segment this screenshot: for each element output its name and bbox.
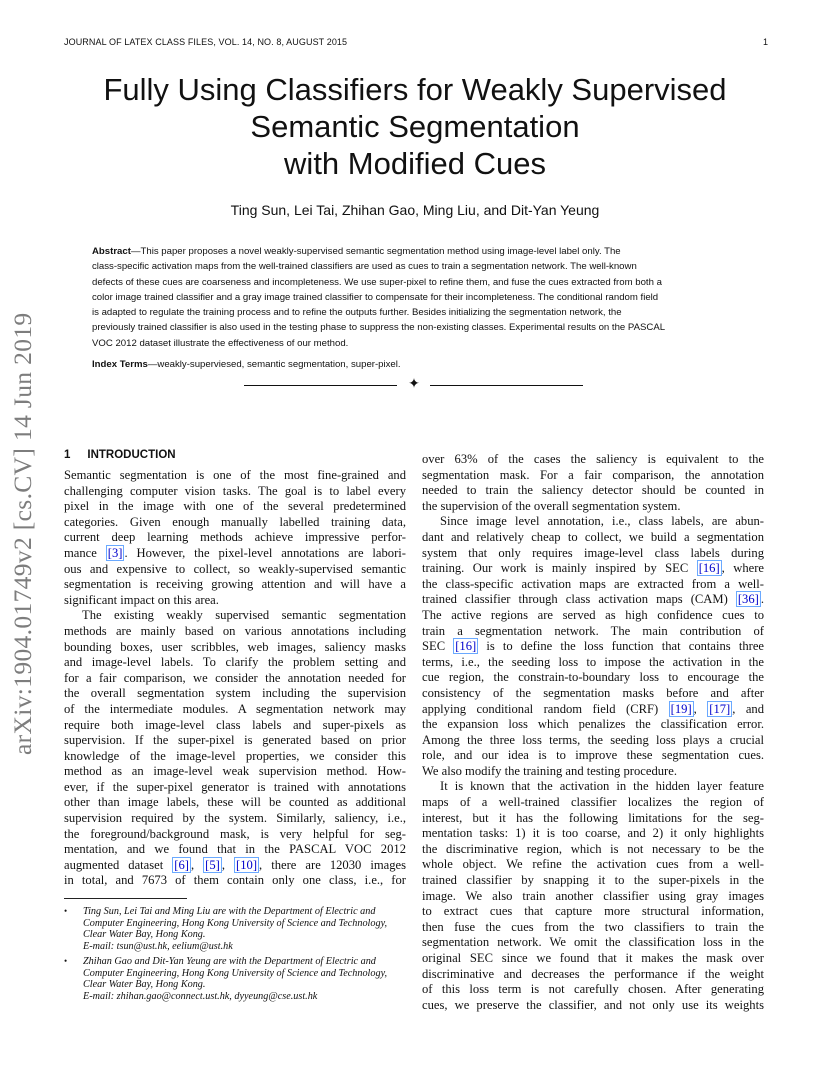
bullet-icon: • [64, 906, 68, 916]
text-fragment: Among the three loss terms, the seeding loss plays a crucial [422, 732, 764, 747]
text-fragment: ever, if the super-pixel generator is trained with annotations [64, 779, 406, 794]
title-line: with Modified Cues [284, 146, 546, 181]
footnote-line: Computer Engineering, Hong Kong University of Science and Technology, [83, 967, 388, 979]
text-line [64, 764, 406, 780]
text-line [64, 593, 406, 609]
text-line [422, 514, 764, 530]
text-line [422, 577, 764, 593]
citation-link[interactable]: [17] [709, 701, 731, 716]
text-fragment: image. We also train another classifier using gray images [422, 888, 764, 903]
text-fragment: , there are 12030 images [259, 857, 407, 872]
text-line [422, 499, 764, 515]
text-fragment: the foreground/background mask, is very helpful for seg- [64, 826, 406, 841]
text-fragment: augmented dataset [64, 857, 173, 872]
text-fragment: original SEC since we found that it makes the mask over [422, 951, 764, 965]
text-fragment: current deep learning methods achieve impressive perfor- [64, 530, 406, 545]
abstract-line: previously trained classifier is also used in the testing phase to suppress the non-existing classes. Experimental results on the PASCAL [92, 322, 666, 334]
text-line [422, 951, 764, 967]
text-fragment: segmentation network. We omit the classification loss in the [422, 935, 764, 950]
text-line [422, 920, 764, 936]
text-line [64, 499, 406, 515]
text-fragment: maps of a well-trained classifier localizes the region of [422, 795, 764, 810]
text-fragment: . [760, 592, 764, 607]
text-fragment: Semantic segmentation is one of the most fine-grained and [64, 468, 406, 482]
citation-link[interactable]: [6] [174, 857, 189, 872]
text-line [64, 686, 406, 702]
text-fragment: significant impact on this area. [64, 592, 219, 607]
abstract [92, 244, 752, 351]
text-fragment: over 63% of the cases the saliency is equivalent to the [422, 452, 764, 466]
text-fragment: needed to train the saliency detector should be counted in [422, 483, 764, 498]
text-line [64, 608, 406, 624]
text-fragment: Since image level annotation, i.e., class labels, are abun- [440, 514, 764, 529]
text-line [64, 624, 406, 640]
author-list: Ting Sun, Lei Tai, Zhihan Gao, Ming Liu, and Dit-Yan Yeung [230, 202, 600, 218]
text-line [64, 562, 406, 578]
index-terms-label: Index Terms [92, 359, 148, 370]
text-fragment: of this loss term is not carefully chosen. After generating [422, 982, 764, 997]
text-fragment: , [221, 857, 235, 872]
text-fragment: interest, but it has the following limitations for the seg- [422, 810, 764, 825]
text-line [422, 826, 764, 842]
footnote-line: Clear Water Bay, Hong Kong. [83, 929, 206, 941]
text-fragment: It is known that the activation in the hidden layer feature [440, 779, 764, 794]
text-line [422, 624, 764, 640]
text-fragment: dant and relatively cheap to collect, we build a segmentation [422, 529, 764, 544]
text-line [64, 780, 406, 796]
text-fragment: to extract cues that capture more structural information, [422, 904, 764, 919]
text-fragment: We also modify the training and testing procedure. [422, 763, 677, 778]
text-line [422, 748, 764, 764]
abstract-line: is adapted to regulate the training process and to refine the outputs further. Besides initializing the segmentation network, the [92, 307, 622, 319]
section-title: INTRODUCTION [87, 449, 176, 461]
arxiv-identifier-stamp[interactable]: arXiv:1904.01749v2 [cs.CV] 14 Jun 2019 [8, 312, 37, 755]
separator-rule-right [430, 385, 583, 386]
text-fragment: of the intermediate modules. A segmentation network may [64, 701, 406, 716]
text-line [422, 733, 764, 749]
text-fragment: the expansion loss which penalizes the classification error. [422, 717, 764, 732]
text-fragment: cues, we preserve the classifier, and not only use its weights [422, 997, 764, 1012]
text-line [64, 811, 406, 827]
title-line: Fully Using Classifiers for Weakly Supervised [103, 72, 727, 107]
text-line [64, 671, 406, 687]
text-line [64, 484, 406, 500]
text-fragment: train a segmentation network. The main contribution of [422, 623, 764, 638]
section-number: 1 [64, 449, 71, 461]
text-fragment: categories. Given enough manually labelled training data, [64, 514, 406, 529]
abstract-line: defects of these cues are coarseness and incompleteness. We use super-pixel to refine them, and fuse the cues extracted from both a [92, 276, 662, 288]
abstract-line [92, 244, 752, 259]
body-column-left [64, 468, 406, 889]
text-line [64, 842, 406, 858]
text-fragment: bounding boxes, user scribbles, web images, saliency masks [64, 639, 406, 654]
abstract-text: —This paper proposes a novel weakly-supervised semantic segmentation method using image-level label only. The [130, 246, 621, 257]
text-line [422, 483, 764, 499]
abstract-line: color image trained classifier and a gray image trained classifier to compensate for their incompleteness. The conditional random field [92, 291, 659, 303]
paper-title [40, 71, 790, 182]
text-line [64, 702, 406, 718]
text-line [64, 655, 406, 671]
bullet-icon: • [64, 956, 68, 966]
text-fragment: role, and our idea is to improve these segmentation cues. [422, 748, 764, 763]
text-fragment: challenging computer vision tasks. The goal is to label every [64, 483, 406, 498]
text-line [422, 702, 764, 718]
text-fragment: consistency of the segmentation masks before and after [422, 685, 764, 700]
text-fragment: methods are mainly based on various annotations including [64, 623, 406, 638]
text-line [422, 546, 764, 562]
text-fragment: method as an image-level weak supervision method. How- [64, 764, 406, 779]
text-fragment: supervision required by the system. Similarly, saliency, i.e., [64, 811, 406, 826]
text-line [422, 639, 764, 655]
text-line [64, 749, 406, 765]
text-line [64, 873, 406, 889]
footnote-line: Zhihan Gao and Dit-Yan Yeung are with the Department of Electric and [83, 956, 376, 967]
abstract-label: Abstract [92, 246, 131, 257]
text-line [422, 608, 764, 624]
citation-link[interactable]: [5] [205, 857, 220, 872]
text-fragment: is to define the loss function that contains three [478, 639, 764, 654]
text-line [422, 935, 764, 951]
body-column-right [422, 452, 764, 1013]
text-line [422, 452, 764, 468]
text-fragment: the overall segmentation system including the supervision [64, 686, 406, 701]
text-fragment: segmentation is receiving growing attention and will have a [64, 577, 406, 592]
citation-link[interactable]: [16] [455, 639, 477, 654]
text-line [422, 655, 764, 671]
abstract-line: VOC 2012 dataset illustrate the effectiveness of our method. [92, 337, 349, 349]
text-line [422, 998, 764, 1014]
text-fragment: knowledge of the image-level properties, we consider this [64, 748, 406, 763]
text-fragment: then fuse the cues from the two classifiers to train the [422, 919, 764, 934]
text-line [64, 640, 406, 656]
citation-link[interactable]: [10] [236, 857, 258, 872]
text-fragment: applying conditional random field (CRF) [422, 701, 669, 716]
text-fragment: whole object. We refine the activation cues from a well- [422, 857, 764, 872]
text-fragment: trained classifier by snapping it to the super-pixels in the [422, 873, 764, 888]
separator-diamond-icon: ✦ [408, 377, 420, 392]
footnote-email[interactable]: E-mail: tsun@ust.hk, eelium@ust.hk [83, 941, 233, 953]
text-fragment: the supervision of the overall segmentation system. [422, 498, 681, 513]
text-fragment: for a fair comparison, we consider the annotation needed for [64, 670, 406, 685]
section-heading [64, 449, 176, 461]
citation-link[interactable]: [36] [737, 592, 759, 607]
footnote-rule [64, 898, 187, 899]
text-line [64, 718, 406, 734]
text-line [422, 764, 764, 780]
citation-link[interactable]: [16] [698, 561, 720, 576]
text-line [64, 468, 406, 484]
text-fragment: mentation tasks: 1) it is too coarse, and 2) it only highlights [422, 826, 764, 841]
text-line [64, 577, 406, 593]
text-line [64, 795, 406, 811]
index-terms-text: —weakly-superviesed, semantic segmentation, super-pixel. [147, 359, 401, 370]
text-fragment: mance [64, 545, 106, 560]
text-fragment: ous and expensive to collect, so weakly-supervised semantic [64, 561, 406, 576]
text-line [422, 561, 764, 577]
separator-rule-left [244, 385, 397, 386]
text-line [422, 889, 764, 905]
text-fragment: , and [732, 701, 765, 716]
text-line [422, 982, 764, 998]
text-line [422, 592, 764, 608]
footnote-line: Ting Sun, Lei Tai and Ming Liu are with the Department of Electric and [83, 906, 376, 917]
footnote-affiliation-2 [64, 956, 409, 1003]
text-fragment: The existing weakly supervised semantic segmentation [82, 608, 406, 623]
abstract-line: class-specific activation maps from the well-trained classifiers are used as cues to train a segmentation network. The well-known [92, 261, 637, 273]
footnote-email[interactable]: E-mail: zhihan.gao@connect.ust.hk, dyyeung@cse.ust.hk [83, 991, 318, 1003]
text-line [422, 795, 764, 811]
footnote-line: Computer Engineering, Hong Kong University of Science and Technology, [83, 917, 388, 929]
text-fragment: require both image-level class labels and super-pixels as [64, 717, 406, 732]
text-line [422, 530, 764, 546]
footnote-line: Clear Water Bay, Hong Kong. [83, 979, 206, 991]
text-line [422, 717, 764, 733]
text-fragment: , where [721, 561, 764, 576]
citation-link[interactable]: [3] [107, 545, 123, 560]
text-fragment: The active regions are served as high confidence cues to [422, 607, 764, 622]
text-line [422, 904, 764, 920]
text-line [422, 811, 764, 827]
text-line [64, 858, 406, 874]
text-fragment: pixel in the image with one of the several predetermined [64, 499, 406, 514]
text-line [422, 779, 764, 795]
text-line [64, 827, 406, 843]
text-line [64, 546, 406, 562]
text-fragment: terms, i.e., the seeding loss to impose the activation in the [422, 654, 764, 669]
text-fragment: mentation, and we found that in the PASCAL VOC 2012 [64, 842, 406, 857]
text-fragment: segmentation mask. For a fair comparison, the annotation [422, 467, 764, 482]
text-fragment: discriminative and decreases the performance if the weight [422, 966, 764, 981]
text-fragment: cue region, the constrain-to-boundary loss to encourage the [422, 670, 764, 685]
title-line: Semantic Segmentation [250, 109, 580, 144]
page-number: 1 [762, 37, 768, 47]
text-line [422, 468, 764, 484]
index-terms [92, 357, 401, 372]
text-fragment: the class-specific activation maps are extracted from a well- [422, 576, 764, 591]
running-header: JOURNAL OF LATEX CLASS FILES, VOL. 14, NO. 8, AUGUST 2015 [64, 37, 348, 47]
text-line [422, 873, 764, 889]
text-line [64, 530, 406, 546]
text-line [422, 842, 764, 858]
text-line [64, 733, 406, 749]
citation-link[interactable]: [19] [670, 701, 692, 716]
text-line [64, 515, 406, 531]
text-fragment: the discriminative region, which is not necessary to be the [422, 841, 764, 856]
footnote-affiliation-1 [64, 906, 409, 953]
text-line [422, 670, 764, 686]
text-fragment: , [190, 857, 204, 872]
text-fragment: other than image labels, these will be counted as additional [64, 795, 406, 810]
text-line [422, 686, 764, 702]
text-line [422, 967, 764, 983]
text-fragment: , [693, 701, 708, 716]
text-fragment: system that only requires image-level class labels during [422, 545, 764, 560]
text-fragment: in total, and 7673 of them contain only one class, i.e., for [64, 873, 406, 888]
text-fragment: SEC [422, 639, 454, 654]
text-fragment: training. Our work is mainly inspired by SEC [422, 561, 697, 576]
text-line [422, 857, 764, 873]
text-fragment: and image-level labels. To clarify the problem setting and [64, 655, 406, 670]
text-fragment: . However, the pixel-level annotations are labori- [124, 545, 406, 560]
text-fragment: trained classifier through class activation maps (CAM) [422, 592, 736, 607]
text-fragment: supervision. If the super-pixel is generated based on prior [64, 733, 406, 748]
